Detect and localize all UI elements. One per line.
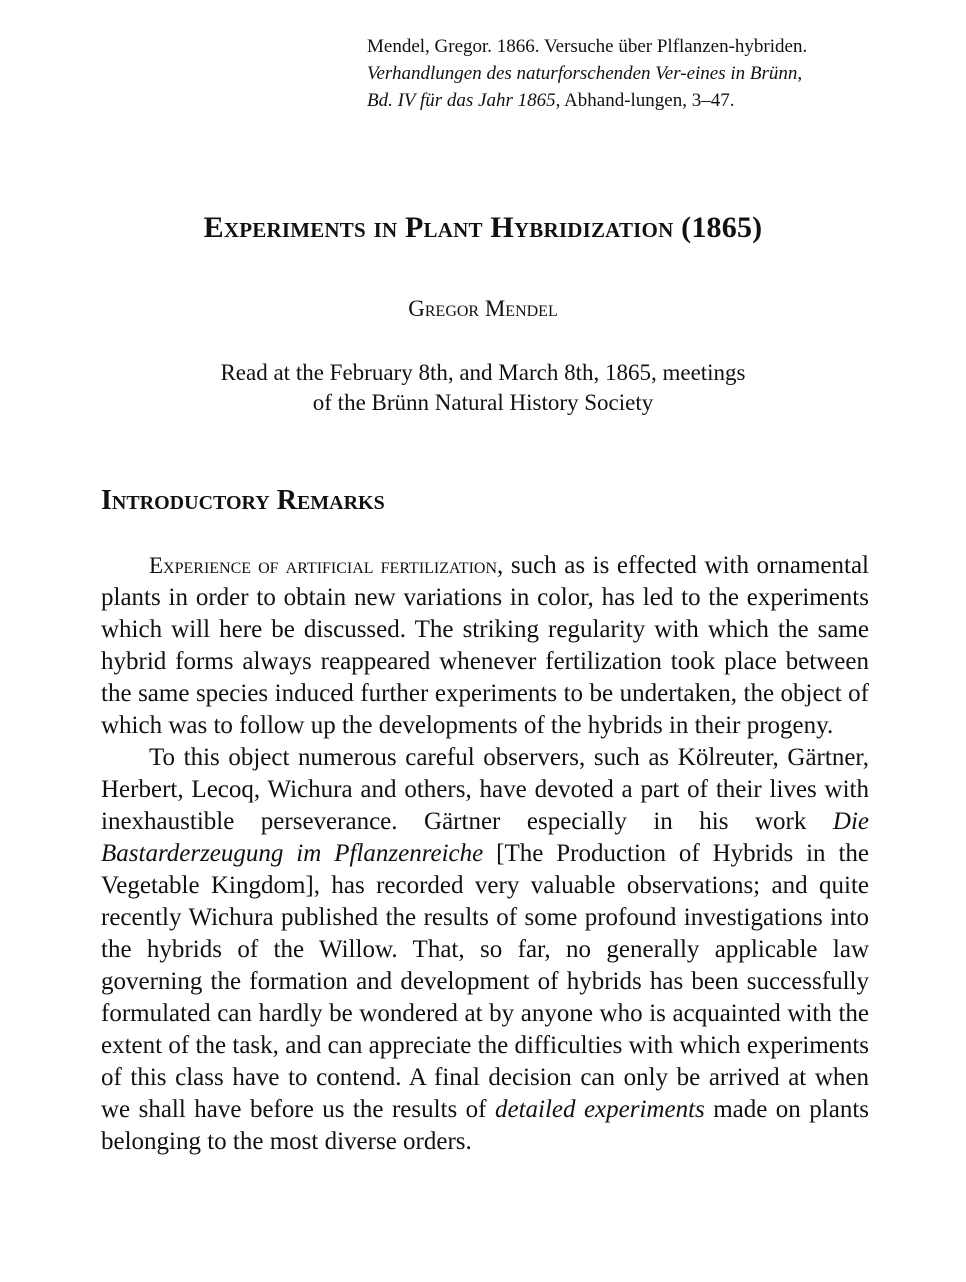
- book-title: Die Bastarderzeugung im Pflanzenreiche: [101, 808, 869, 867]
- read-at-line: of the Brünn Natural History Society: [312, 390, 654, 415]
- read-at-line: Read at the February 8th, and March 8th, 1865, meetings: [220, 360, 746, 385]
- emphasis: detailed experiments: [494, 1096, 705, 1123]
- citation-line: Mendel, Gregor. 1866. Versuche über Plflanzen-hybriden.: [367, 36, 808, 57]
- paragraph-lead: Experience of artificial fertilization: [149, 553, 498, 578]
- paper-title: Experiments in Plant Hybridization (1865): [203, 211, 763, 244]
- citation-line-italic: [367, 60, 887, 87]
- paragraph-text: , such as is effected with ornamental plants in order to obtain new variations in color, has led to the experiments which will here be discussed. The striking regularity with which the same hybrid forms always reappeared whenever fertilization took place between the same species induced further experiments to be undertaken, the object of which was to follow up the developments of the hybrids in their progeny.: [101, 552, 869, 739]
- journal-title: Verhandlungen des naturforschenden Ver-eines in Brünn,: [367, 63, 803, 84]
- section-body: [101, 550, 869, 1158]
- paragraph: [101, 742, 869, 1158]
- paragraph-text: To this object numerous careful observers, such as Kölreuter, Gärtner, Herbert, Lecoq, Wichura and others, have devoted a part of their lives with inexhaustible perseverance. Gärtner especially in his work: [101, 744, 869, 835]
- journal-volume: Bd. IV für das Jahr 1865: [367, 90, 556, 111]
- paper-author: Gregor Mendel: [408, 296, 558, 321]
- section-heading: Introductory Remarks: [101, 485, 385, 516]
- read-at-note: [0, 358, 966, 418]
- citation-line-volume: [367, 87, 887, 114]
- paragraph: [101, 550, 869, 742]
- citation-pages: , Abhand-lungen, 3–47.: [555, 90, 735, 111]
- paragraph-text: made on plants belonging to the most diverse orders.: [101, 1096, 869, 1155]
- citation: [367, 33, 887, 114]
- paragraph-text: [The Production of Hybrids in the Vegetable Kingdom], has recorded very valuable observations; and quite recently Wichura published the results of some profound investigations into the hybrids of the Willow. That, so far, no generally applicable law governing the formation and development of hybrids has been successfully formulated can hardly be wondered at by anyone who is acquainted with the extent of the task, and can appreciate the difficulties with which experiments of this class have to contend. A final decision can only be arrived at when we shall have before us the results of: [101, 840, 869, 1123]
